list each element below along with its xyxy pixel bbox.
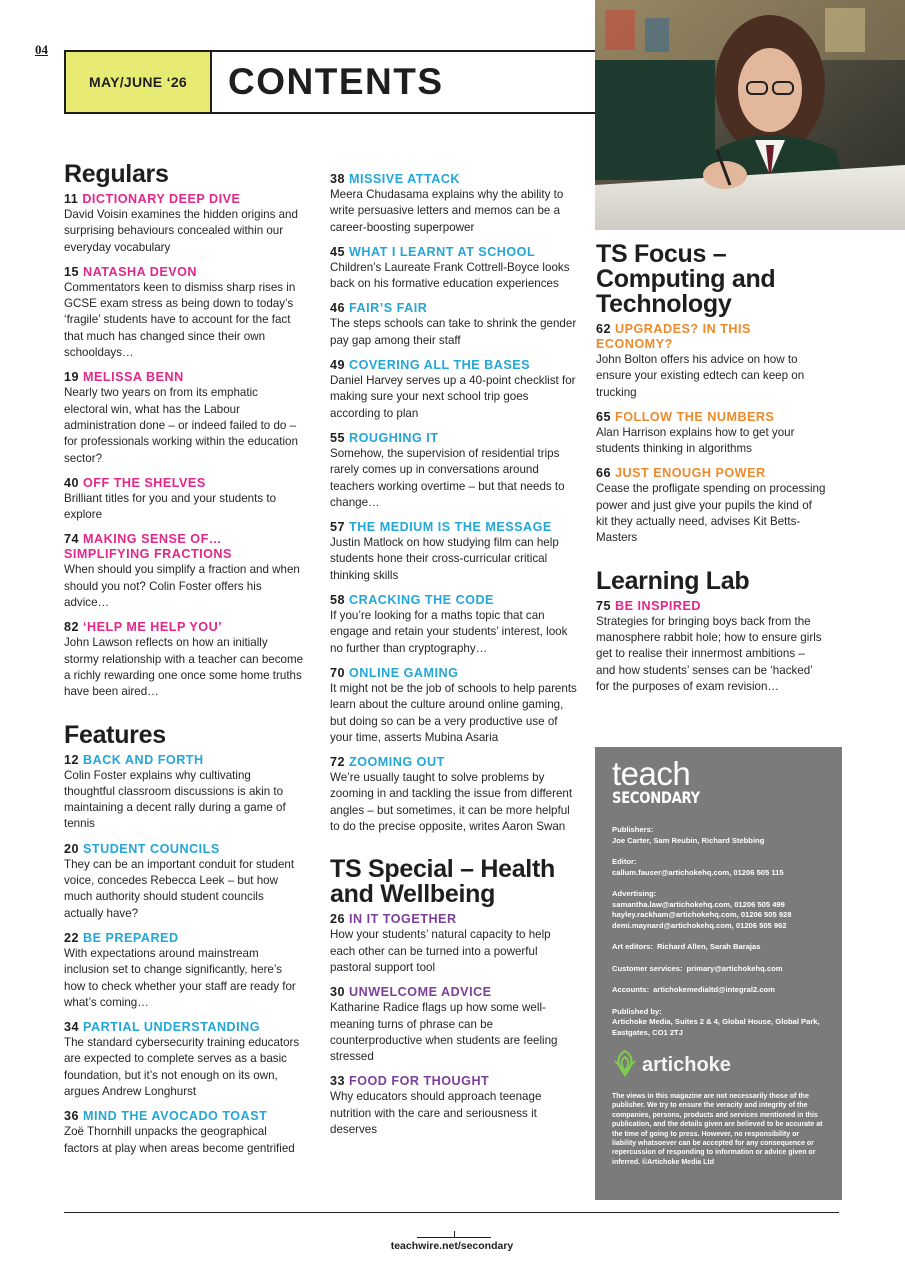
column-middle [330, 172, 578, 1147]
column-right [596, 242, 826, 704]
item-page-number: 66 [596, 466, 612, 481]
item-page-number: 72 [330, 755, 346, 770]
item-page-number: 58 [330, 593, 346, 608]
contents-item[interactable] [330, 985, 578, 1065]
contents-item[interactable] [330, 666, 578, 746]
item-page-number: 62 [596, 322, 612, 336]
item-title: ONLINE GAMING [349, 665, 459, 680]
item-page-number: 22 [64, 930, 80, 945]
item-description: David Voisin examines the hidden origins and surprising behaviours concealed within our everyday vocabulary [64, 208, 298, 254]
item-title: MELISSA BENN [83, 370, 184, 385]
contents-item[interactable] [64, 1109, 304, 1157]
item-title: BE INSPIRED [615, 598, 701, 613]
item-description: Katharine Radice flags up how some well-meaning turns of phrase can be counterproductive when students are feeling stressed [330, 1001, 558, 1064]
item-title: IN IT TOGETHER [349, 912, 457, 927]
item-title: ROUGHING IT [349, 430, 439, 445]
item-title: ZOOMING OUT [349, 755, 445, 770]
item-description: Why educators should approach teenage nutrition with the care and seriousness it deserves [330, 1090, 542, 1136]
item-title: MISSIVE ATTACK [349, 172, 461, 186]
features-section [64, 720, 304, 1157]
item-page-number: 11 [64, 192, 79, 206]
item-page-number: 75 [596, 598, 612, 613]
item-description: When should you simplify a fraction and when should you not? Colin Foster offers his advice… [64, 563, 300, 610]
customer-services-credit: Customer services: primary@artichokehq.com [612, 963, 783, 973]
item-title: FOOD FOR THOUGHT [349, 1074, 490, 1089]
item-page-number: 34 [64, 1020, 80, 1035]
item-description: They can be an important conduit for student voice, concedes Rebecca Leek – but how much authority should student councils actually have? [64, 857, 295, 920]
item-description: Brilliant titles for you and your students to explore [64, 491, 277, 522]
item-page-number: 36 [64, 1109, 80, 1124]
contents-item[interactable] [330, 358, 578, 422]
contents-item[interactable] [64, 532, 304, 611]
item-page-number: 40 [64, 475, 80, 490]
cover-photo [595, 0, 905, 230]
item-title: FOLLOW THE NUMBERS [615, 409, 775, 424]
contents-item[interactable] [330, 593, 578, 657]
editor-credit: Editor: callum.fauser@artichokehq.com, 01206 505 115 [612, 857, 784, 877]
item-title: ‘HELP ME HELP YOU’ [83, 620, 223, 635]
item-title: NATASHA DEVON [83, 264, 198, 279]
item-description: John Bolton offers his advice on how to ensure your existing edtech can keep on trucking [596, 353, 805, 399]
contents-item[interactable] [64, 620, 304, 700]
published-by-credit: Published by: Artichoke Media, Suites 2 & 4, Global House, Global Park, Eastgates, CO1 2TJ [612, 1006, 820, 1037]
artichoke-wordmark: artichoke [642, 1054, 731, 1076]
contents-item[interactable] [330, 245, 578, 293]
item-page-number: 70 [330, 665, 346, 680]
item-page-number: 19 [64, 370, 80, 385]
item-page-number: 49 [330, 358, 346, 373]
item-description: Children’s Laureate Frank Cottrell-Boyce looks back on his formative education experiences [330, 260, 570, 291]
contents-item[interactable] [330, 301, 578, 349]
item-page-number: 45 [330, 244, 346, 259]
item-title: DICTIONARY DEEP DIVE [82, 192, 241, 206]
item-title: JUST ENOUGH POWER [615, 466, 766, 481]
item-title: FAIR’S FAIR [349, 301, 428, 316]
item-description: If you’re looking for a maths topic that can engage and retain your students’ interest, look no further than cryptography… [330, 609, 568, 655]
contents-item[interactable] [64, 370, 304, 466]
item-page-number: 20 [64, 841, 80, 856]
item-description: Strategies for bringing boys back from the manosphere rabbit hole; how to ensure girls get to realise their innermost ambitions – and how students’ senses can be ‘hacked’ for the purposes of exam revision… [596, 614, 822, 693]
page-title: CONTENTS [210, 50, 595, 114]
publishers-credit: Publishers: Joe Carter, Sam Reubin, Richard Stebbing [612, 825, 765, 845]
ts-focus-section [596, 242, 826, 547]
contents-item[interactable] [330, 912, 578, 976]
artichoke-logo [612, 1049, 825, 1082]
ts-special-section [330, 857, 578, 1138]
item-description: Zoë Thornhill unpacks the geographical factors at play when areas become gentrified [64, 1125, 295, 1155]
features-continued [330, 172, 578, 835]
item-description: It might not be the job of schools to help parents learn about the culture around online gaming, but doing so can be a very productive use of your time, asserts Mubina Asaria [330, 681, 577, 744]
advertising-credit: Advertising: samantha.law@artichokehq.com, 01206 505 499 hayley.rackham@artichokehq.com, 01206 505 928 demi.maynard@artichokehq.com, 01206 505 962 [612, 889, 792, 930]
section-title-ts-special: TS Special – Health and Wellbeing [330, 855, 555, 909]
item-page-number: 33 [330, 1074, 346, 1089]
item-description: Daniel Harvey serves up a 40-point checklist for making sure your next school trip goes according to plan [330, 374, 576, 420]
issue-date-badge: MAY/JUNE ‘26 [64, 50, 212, 114]
item-page-number: 46 [330, 301, 346, 316]
footer-divider-mark [454, 1231, 455, 1237]
footer-rule [64, 1212, 839, 1213]
contents-item[interactable] [64, 192, 304, 256]
item-title: UPGRADES? IN THIS ECONOMY? [596, 322, 751, 351]
item-title: WHAT I LEARNT AT SCHOOL [349, 244, 536, 259]
contents-item[interactable] [330, 1074, 578, 1138]
contents-item[interactable] [596, 410, 826, 458]
item-title: MAKING SENSE OF… SIMPLIFYING FRACTIONS [64, 532, 232, 562]
contents-item[interactable] [64, 931, 304, 1011]
secondary-logo: SECONDARY [612, 788, 700, 807]
item-page-number: 57 [330, 520, 346, 535]
section-title-regulars: Regulars [64, 160, 169, 188]
contents-item[interactable] [330, 520, 578, 584]
item-description: Cease the profligate spending on processing power and just give your pupils the kind of kit they actually need, advises Kit Betts-Masters [596, 482, 826, 545]
section-title-learning-lab: Learning Lab [596, 566, 750, 595]
contents-item[interactable] [330, 431, 578, 511]
art-editors-credit: Art editors: Richard Allen, Sarah Barajas [612, 942, 761, 951]
item-description: Colin Foster explains why cultivating thoughtful classroom discussions is akin to maintaining a decent rally during a game of tennis [64, 768, 286, 831]
teach-logo: teach [612, 755, 691, 792]
section-title-features: Features [64, 720, 166, 749]
item-title: COVERING ALL THE BASES [349, 358, 531, 373]
item-description: How your students’ natural capacity to help each other can be turned into a powerful pastoral support tool [330, 928, 551, 974]
item-title: BE PREPARED [83, 930, 179, 945]
item-description: Commentators keen to dismiss sharp rises in GCSE exam stress as being down to today’s ‘fragile’ students have to account for the fact that much has changed since their own schooldays… [64, 280, 296, 360]
item-page-number: 26 [330, 912, 346, 927]
item-title: THE MEDIUM IS THE MESSAGE [349, 520, 552, 535]
contents-item[interactable] [64, 476, 304, 524]
artichoke-icon [612, 1049, 638, 1082]
item-description: Alan Harrison explains how to get your students thinking in algorithms [596, 425, 795, 456]
contents-item[interactable] [330, 755, 578, 835]
item-page-number: 82 [64, 620, 80, 635]
item-description: Justin Matlock on how studying film can help students hone their cross-curricular critical thinking skills [330, 536, 559, 582]
item-description: John Lawson reflects on how an initially stormy relationship with a teacher can become a richly rewarding one once some home truths have been aired… [64, 636, 304, 699]
accounts-credit: Accounts: artichokemedialtd@integral2.com [612, 985, 775, 994]
item-description: Somehow, the supervision of residential trips rarely comes up in conversations around teachers working overtime – but that needs to change… [330, 446, 565, 509]
contents-item[interactable] [64, 265, 304, 361]
item-description: We’re usually taught to solve problems by zooming in and tackling the issue from different angles – but sometimes, it can be more helpful to do the precise opposite, writes Aaron Swan [330, 771, 573, 834]
item-title: UNWELCOME ADVICE [349, 985, 492, 1000]
item-page-number: 38 [330, 172, 346, 186]
item-page-number: 74 [64, 532, 80, 547]
footer-url[interactable]: teachwire.net/secondary [390, 1240, 514, 1252]
regulars-section [64, 162, 304, 701]
page-number: 04 [35, 42, 48, 57]
item-description: With expectations around mainstream inclusion set to change significantly, here’s how to check whether your staff are ready for what’s coming… [64, 946, 296, 1009]
item-title: MIND THE AVOCADO TOAST [83, 1109, 268, 1124]
footer-divider [417, 1237, 491, 1238]
item-title: CRACKING THE CODE [349, 593, 494, 608]
credits-panel [595, 747, 842, 1200]
item-title: BACK AND FORTH [83, 752, 204, 767]
item-page-number: 55 [330, 430, 346, 445]
contents-item[interactable] [596, 599, 826, 695]
disclaimer: The views in this magazine are not necessarily those of the publisher. We try to ensure the veracity and integrity of the companies, persons, products and services mentioned in this publication, and the details given are believed to be accurate at the time of going to press. However, no responsibility or liability whatsoever can be accepted for any consequence or repercussion of responding to information or advice given or inferred. ©Artichoke Media Ltd [612, 1093, 823, 1166]
item-page-number: 12 [64, 752, 80, 767]
column-left [64, 162, 304, 1166]
item-page-number: 30 [330, 985, 346, 1000]
item-title: OFF THE SHELVES [83, 475, 206, 490]
item-page-number: 65 [596, 409, 612, 424]
section-title-ts-focus: TS Focus – Computing and Technology [596, 240, 776, 318]
item-description: The standard cybersecurity training educators are expected to complete serves as a basic foundation, but it’s not enough on its own, argues Andrew Longhurst [64, 1036, 300, 1098]
item-title: STUDENT COUNCILS [83, 841, 220, 856]
learning-lab-section [596, 566, 826, 695]
item-description: The steps schools can take to shrink the gender pay gap among their staff [330, 317, 577, 347]
contents-item[interactable] [596, 466, 826, 546]
item-description: Meera Chudasama explains why the ability to write persuasive letters and memos can be a career-boosting superpower [330, 188, 564, 234]
contents-item[interactable] [64, 842, 304, 922]
contents-item[interactable] [330, 172, 578, 236]
contents-item[interactable] [596, 322, 826, 401]
item-description: Nearly two years on from its emphatic electoral win, what has the Labour administration done – or indeed failed to do – for professionals working within the education sector? [64, 386, 298, 465]
item-page-number: 15 [64, 264, 80, 279]
contents-item[interactable] [64, 753, 304, 833]
item-title: PARTIAL UNDERSTANDING [83, 1020, 261, 1035]
contents-item[interactable] [64, 1020, 304, 1100]
